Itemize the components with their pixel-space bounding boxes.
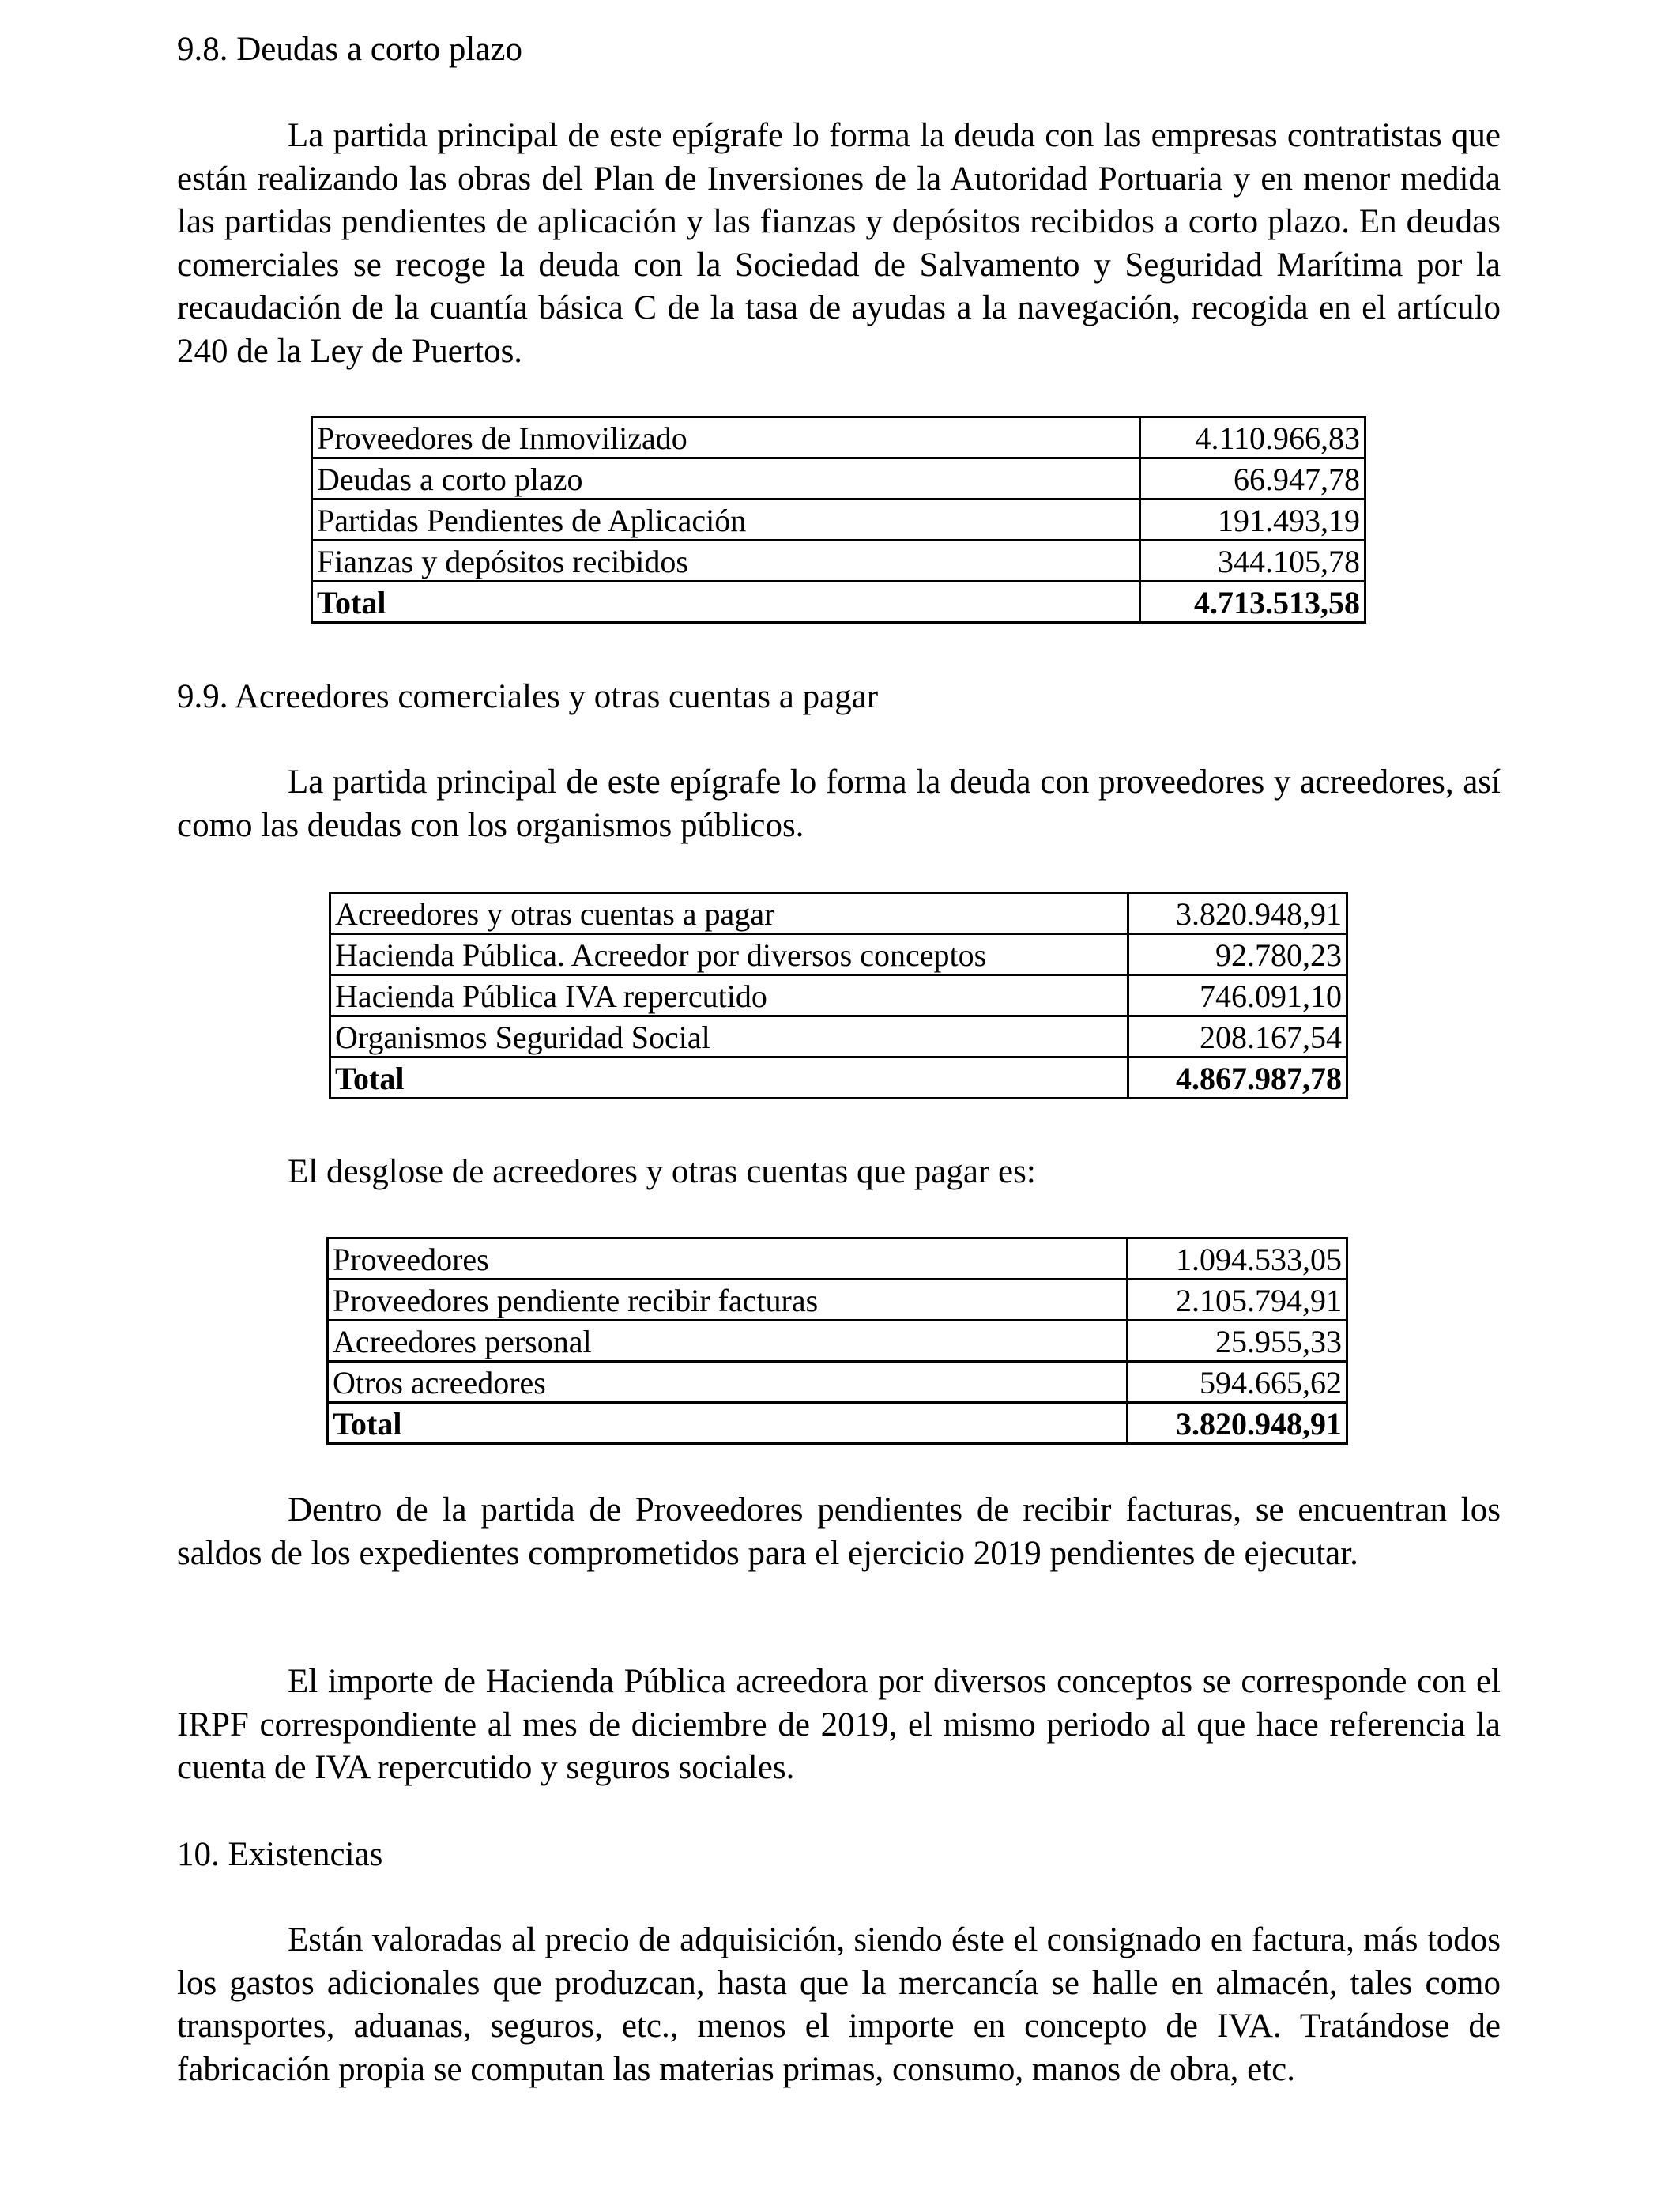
table-row xyxy=(330,1016,1347,1057)
row-amount: 3.820.948,91 xyxy=(1128,893,1347,934)
table-row xyxy=(330,934,1347,975)
row-amount: 92.780,23 xyxy=(1128,934,1347,975)
total-label: Total xyxy=(312,582,1140,623)
row-label: Otros acreedores xyxy=(328,1362,1128,1403)
table-total-row xyxy=(330,1057,1347,1099)
row-amount: 191.493,19 xyxy=(1140,499,1365,541)
section-heading-9-9: 9.9. Acreedores comerciales y otras cuentas a pagar xyxy=(177,678,879,715)
total-amount: 4.713.513,58 xyxy=(1140,582,1365,623)
desglose-intro: El desglose de acreedores y otras cuentas que pagar es: xyxy=(288,1153,1036,1190)
table-row xyxy=(328,1321,1347,1362)
row-amount: 1.094.533,05 xyxy=(1128,1238,1347,1280)
table-row xyxy=(330,975,1347,1016)
row-label: Hacienda Pública IVA repercutido xyxy=(330,975,1128,1016)
table-total-row xyxy=(312,582,1365,623)
row-amount: 2.105.794,91 xyxy=(1128,1280,1347,1321)
row-label: Proveedores xyxy=(328,1238,1128,1280)
row-label: Acreedores personal xyxy=(328,1321,1128,1362)
table-row xyxy=(328,1362,1347,1403)
table-row xyxy=(328,1280,1347,1321)
row-amount: 4.110.966,83 xyxy=(1140,417,1365,458)
table-row xyxy=(330,893,1347,934)
row-amount: 25.955,33 xyxy=(1128,1321,1347,1362)
table-row xyxy=(328,1238,1347,1280)
paragraph-existencias: Están valoradas al precio de adquisición, siendo éste el consignado en factura, más todos los gastos adicionales que produzcan, hasta que la mercancía se halle en almacén, tales como transportes, aduanas, seguros, etc., menos el importe en concepto de IVA. Tratándose de fabricación propia se computan las materias primas, consumo, manos de obra, etc. xyxy=(177,1921,1501,2088)
paragraph-hacienda-publica: El importe de Hacienda Pública acreedora por diversos conceptos se corresponde con el IRPF correspondiente al mes de diciembre de 2019, el mismo periodo al que hace referencia la cuenta de IVA repercutido y seguros sociales. xyxy=(177,1663,1501,1786)
row-label: Acreedores y otras cuentas a pagar xyxy=(330,893,1128,934)
row-label: Fianzas y depósitos recibidos xyxy=(312,541,1140,582)
row-label: Organismos Seguridad Social xyxy=(330,1016,1128,1057)
table-deudas-corto-plazo xyxy=(311,416,1366,624)
row-label: Proveedores de Inmovilizado xyxy=(312,417,1140,458)
paragraph-acreedores-comerciales: La partida principal de este epígrafe lo forma la deuda con proveedores y acreedores, así como las deudas con los organismos públicos. xyxy=(177,763,1501,844)
row-amount: 746.091,10 xyxy=(1128,975,1347,1016)
table-row xyxy=(312,541,1365,582)
table-row xyxy=(312,417,1365,458)
total-label: Total xyxy=(330,1057,1128,1099)
section-heading-9-8: 9.8. Deudas a corto plazo xyxy=(177,31,523,68)
total-label: Total xyxy=(328,1403,1128,1444)
paragraph-deudas-corto-plazo: La partida principal de este epígrafe lo forma la deuda con las empresas contratistas que están realizando las obras del Plan de Inversiones de la Autoridad Portuaria y en menor medida las partidas pendientes de aplicación y las fianzas y depósitos recibidos a corto plazo. En deudas comerciales se recoge la deuda con la Sociedad de Salvamento y Seguridad Marítima por la recaudación de la cuantía básica C de la tasa de ayudas a la navegación, recogida en el artículo 240 de la Ley de Puertos. xyxy=(177,117,1501,370)
table-acreedores-comerciales xyxy=(329,892,1348,1099)
row-amount: 344.105,78 xyxy=(1140,541,1365,582)
total-amount: 3.820.948,91 xyxy=(1128,1403,1347,1444)
row-amount: 66.947,78 xyxy=(1140,458,1365,499)
total-amount: 4.867.987,78 xyxy=(1128,1057,1347,1099)
row-label: Hacienda Pública. Acreedor por diversos conceptos xyxy=(330,934,1128,975)
row-amount: 208.167,54 xyxy=(1128,1016,1347,1057)
table-row xyxy=(312,458,1365,499)
table-total-row xyxy=(328,1403,1347,1444)
row-amount: 594.665,62 xyxy=(1128,1362,1347,1403)
row-label: Proveedores pendiente recibir facturas xyxy=(328,1280,1128,1321)
row-label: Partidas Pendientes de Aplicación xyxy=(312,499,1140,541)
table-desglose-acreedores xyxy=(326,1237,1348,1445)
paragraph-proveedores-pendientes: Dentro de la partida de Proveedores pendientes de recibir facturas, se encuentran los saldos de los expedientes comprometidos para el ejercicio 2019 pendientes de ejecutar. xyxy=(177,1491,1501,1572)
table-row xyxy=(312,499,1365,541)
section-heading-10: 10. Existencias xyxy=(177,1836,383,1873)
row-label: Deudas a corto plazo xyxy=(312,458,1140,499)
